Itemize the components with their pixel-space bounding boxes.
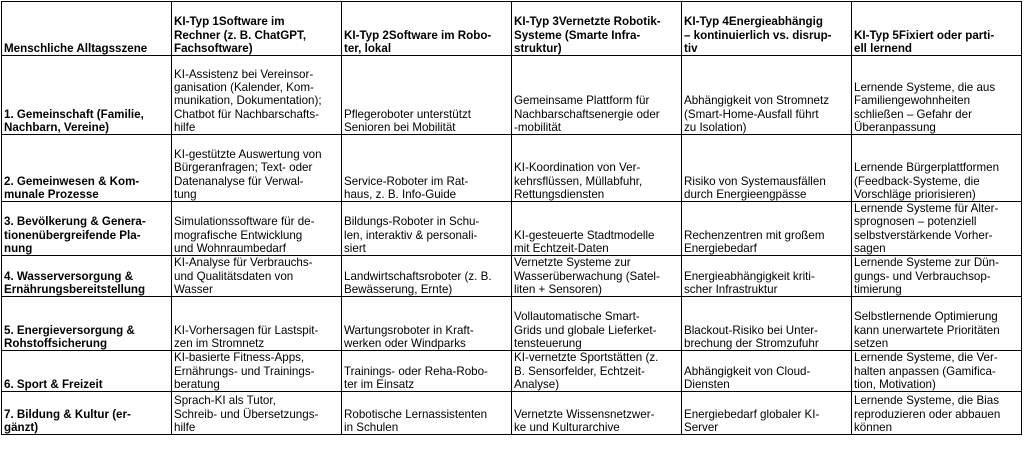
header-ki-typ-5: KI-Typ 5Fixiert oder parti- ell lernend (852, 2, 1022, 56)
table-cell: Pflegeroboter unterstützt Senioren bei Mobilität (342, 56, 512, 135)
table-cell: KI-gesteuerte Stadtmodelle mit Echtzeit-Daten (512, 202, 682, 256)
table-cell: Lernende Systeme zur Dün- gungs- und Verbrauchsop- timierung (852, 256, 1022, 297)
table-cell: Gemeinsame Plattform für Nachbarschaftsenergie oder -mobilität (512, 56, 682, 135)
row-scene: 2. Gemeinwesen & Kom- munale Prozesse (2, 135, 172, 202)
row-scene: 3. Bevölkerung & Genera- tionenübergreifende Pla- nung (2, 202, 172, 256)
row-scene: 1. Gemeinschaft (Familie, Nachbarn, Vereine) (2, 56, 172, 135)
header-ki-typ-3: KI-Typ 3Vernetzte Robotik- Systeme (Smarte Infra- struktur) (512, 2, 682, 56)
table-row (2, 256, 1022, 297)
table-cell: Selbstlernende Optimierung kann unerwartete Prioritäten setzen (852, 297, 1022, 351)
table-cell: Wartungsroboter in Kraft- werken oder Windparks (342, 297, 512, 351)
table-row (2, 56, 1022, 135)
table-cell: Lernende Systeme, die Ver- halten anpassen (Gamifica- tion, Motivation) (852, 351, 1022, 392)
table-row (2, 392, 1022, 435)
header-ki-typ-1: KI-Typ 1Software im Rechner (z. B. ChatGPT, Fachsoftware) (172, 2, 342, 56)
table-cell: Lernende Systeme, die aus Familiengewohnheiten schließen – Gefahr der Überanpassung (852, 56, 1022, 135)
table-cell: KI-Vorhersagen für Lastspit- zen im Stromnetz (172, 297, 342, 351)
header-row (2, 2, 1022, 56)
ai-types-table (1, 1, 1022, 435)
table-cell: Simulationssoftware für de- mografische Entwicklung und Wohnraumbedarf (172, 202, 342, 256)
table-cell: Vernetzte Wissensnetzwer- ke und Kulturarchive (512, 392, 682, 435)
table-cell: Vernetzte Systeme zur Wasserüberwachung (Satel- liten + Sensoren) (512, 256, 682, 297)
table-cell: Lernende Systeme für Alter- sprognosen – potenziell selbstverstärkende Vorher- sagen (852, 202, 1022, 256)
table-cell: Risiko von Systemausfällen durch Energieengpässe (682, 135, 852, 202)
row-scene: 7. Bildung & Kultur (er- gänzt) (2, 392, 172, 435)
table-cell: Energiebedarf globaler KI- Server (682, 392, 852, 435)
table-cell: Abhängigkeit von Stromnetz (Smart-Home-Ausfall führt zu Isolation) (682, 56, 852, 135)
table-cell: KI-vernetzte Sportstätten (z. B. Sensorfelder, Echtzeit- Analyse) (512, 351, 682, 392)
row-scene: 4. Wasserversorgung & Ernährungsbereitstellung (2, 256, 172, 297)
table-cell: Sprach-KI als Tutor, Schreib- und Übersetzungs- hilfe (172, 392, 342, 435)
table-cell: Bildungs-Roboter in Schu- len, interaktiv & personali- siert (342, 202, 512, 256)
row-scene: 6. Sport & Freizeit (2, 351, 172, 392)
header-ki-typ-2: KI-Typ 2Software im Robo- ter, lokal (342, 2, 512, 56)
table-cell: Vollautomatische Smart- Grids und globale Lieferket- tensteuerung (512, 297, 682, 351)
table-cell: Energieabhängigkeit kriti- scher Infrastruktur (682, 256, 852, 297)
table-cell: KI-Assistenz bei Vereinsor- ganisation (Kalender, Kom- munikation, Dokumentation); Chatbot für Nachbarschafts- hilfe (172, 56, 342, 135)
table-cell: Abhängigkeit von Cloud- Diensten (682, 351, 852, 392)
table-row (2, 351, 1022, 392)
table-row (2, 135, 1022, 202)
table-cell: KI-gestützte Auswertung von Bürgeranfragen; Text- oder Datenanalyse für Verwal- tung (172, 135, 342, 202)
table-row (2, 297, 1022, 351)
table-cell: Lernende Bürgerplattformen (Feedback-Systeme, die Vorschläge priorisieren) (852, 135, 1022, 202)
table-cell: Trainings- oder Reha-Robo- ter im Einsatz (342, 351, 512, 392)
table-cell: Robotische Lernassistenten in Schulen (342, 392, 512, 435)
table-cell: Service-Roboter im Rat- haus, z. B. Info-Guide (342, 135, 512, 202)
header-ki-typ-4: KI-Typ 4Energieabhängig – kontinuierlich vs. disrup- tiv (682, 2, 852, 56)
table-cell: Rechenzentren mit großem Energiebedarf (682, 202, 852, 256)
table-wrapper (1, 1, 1022, 435)
header-scene: Menschliche Alltagsszene (2, 2, 172, 56)
table-cell: KI-Koordination von Ver- kehrsflüssen, Müllabfuhr, Rettungsdiensten (512, 135, 682, 202)
table-row (2, 202, 1022, 256)
table-cell: KI-basierte Fitness-Apps, Ernährungs- und Trainings- beratung (172, 351, 342, 392)
row-scene: 5. Energieversorgung & Rohstoffsicherung (2, 297, 172, 351)
table-cell: Landwirtschaftsroboter (z. B. Bewässerung, Ernte) (342, 256, 512, 297)
table-cell: Lernende Systeme, die Bias reproduzieren oder abbauen können (852, 392, 1022, 435)
table-cell: KI-Analyse für Verbrauchs- und Qualitätsdaten von Wasser (172, 256, 342, 297)
table-cell: Blackout-Risiko bei Unter- brechung der Stromzufuhr (682, 297, 852, 351)
